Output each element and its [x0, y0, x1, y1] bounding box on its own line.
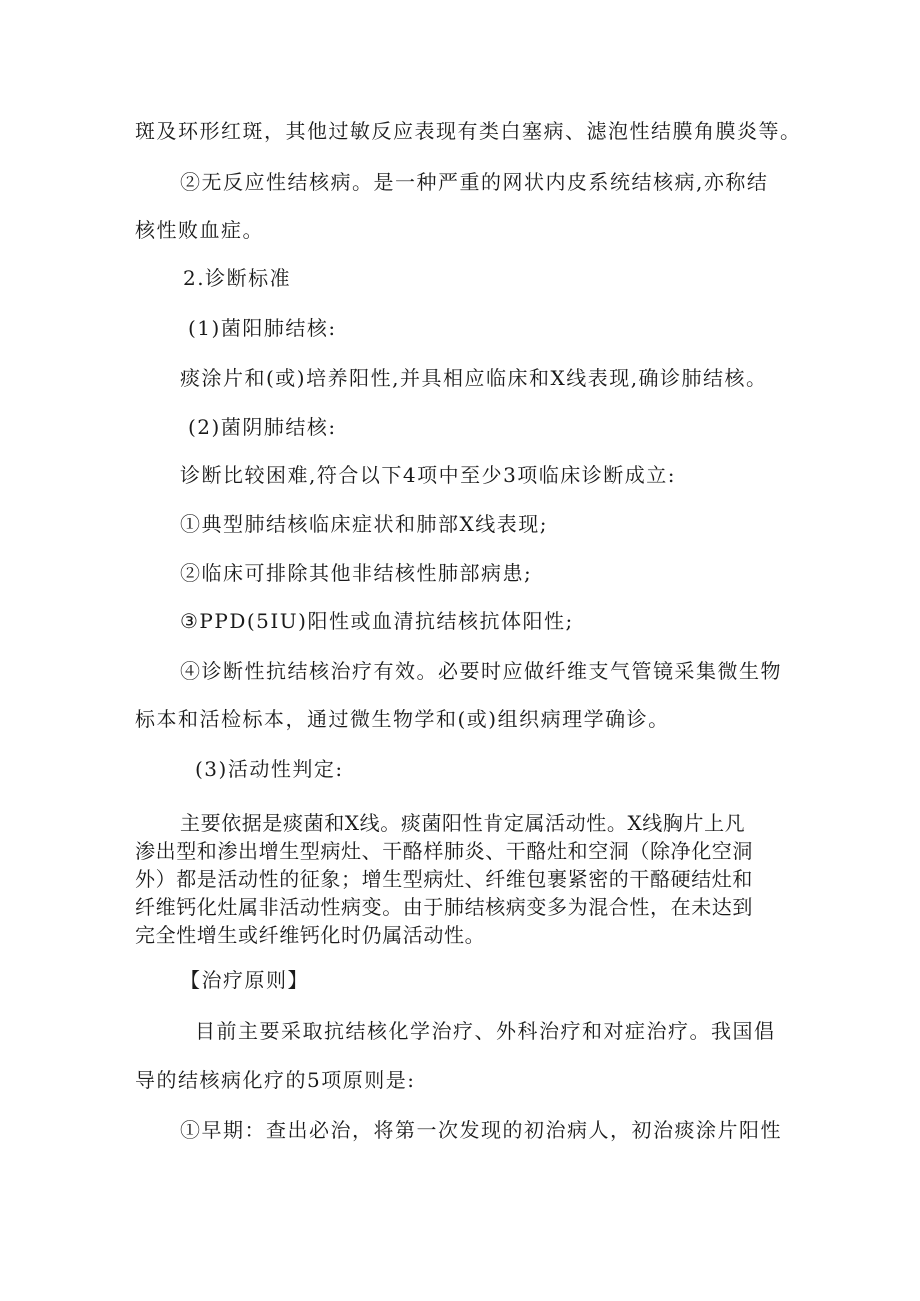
subheading-activity: (3)活动性判定: — [195, 757, 344, 781]
text-line-3: 核性败血症。 — [135, 218, 264, 242]
dense-line-4: 纤维钙化灶属非活动性病变。由于肺结核病变多为混合性，在未达到 — [135, 895, 753, 919]
dense-line-3: 外）都是活动性的征象；增生型病灶、纤维包裹紧密的干酪硬结灶和 — [135, 867, 753, 891]
dense-line-1: 主要依据是痰菌和X线。痰菌阳性肯定属活动性。X线胸片上凡 — [180, 811, 746, 835]
text-line-13: 标本和活检标本，通过微生物学和(或)组织病理学确诊。 — [135, 707, 670, 731]
criteria-item-4: ④诊断性抗结核治疗有效。必要时应做纤维支气管镜采集微生物 — [180, 659, 782, 683]
dense-line-2: 渗出型和渗出增生型病灶、干酪样肺炎、干酪灶和空洞（除净化空洞 — [135, 839, 753, 863]
text-line-22: 导的结核病化疗的5项原则是: — [135, 1068, 416, 1092]
criteria-item-3: ③PPD(5IU)阳性或血清抗结核抗体阳性; — [180, 609, 574, 633]
section-heading-treatment: 【治疗原则】 — [180, 968, 309, 992]
criteria-item-1: ①典型肺结核临床症状和肺部X线表现; — [180, 512, 548, 536]
criteria-item-2: ②临床可排除其他非结核性肺部病患; — [180, 561, 533, 585]
dense-line-5: 完全性增生或纤维钙化时仍属活动性。 — [135, 923, 486, 947]
text-line-8: 诊断比较困难,符合以下4项中至少3项临床诊断成立: — [180, 463, 677, 487]
text-line-1: 斑及环形红斑，其他过敏反应表现有类白塞病、滤泡性结膜角膜炎等。 — [135, 119, 802, 143]
text-line-21: 目前主要采取抗结核化学治疗、外科治疗和对症治疗。我国倡 — [195, 1019, 776, 1043]
text-line-6: 痰涂片和(或)培养阳性,并具相应临床和X线表现,确诊肺结核。 — [180, 366, 768, 390]
subheading-smear-negative: (2)菌阴肺结核: — [188, 415, 337, 439]
text-line-2: ②无反应性结核病。是一种严重的网状内皮系统结核病,亦称结 — [180, 170, 769, 194]
text-line-23: ①早期：查出必治，将第一次发现的初治病人，初治痰涂片阳性 — [180, 1118, 782, 1142]
section-heading-diagnosis: 2.诊断标准 — [183, 266, 292, 290]
subheading-smear-positive: (1)菌阳肺结核: — [188, 316, 337, 340]
